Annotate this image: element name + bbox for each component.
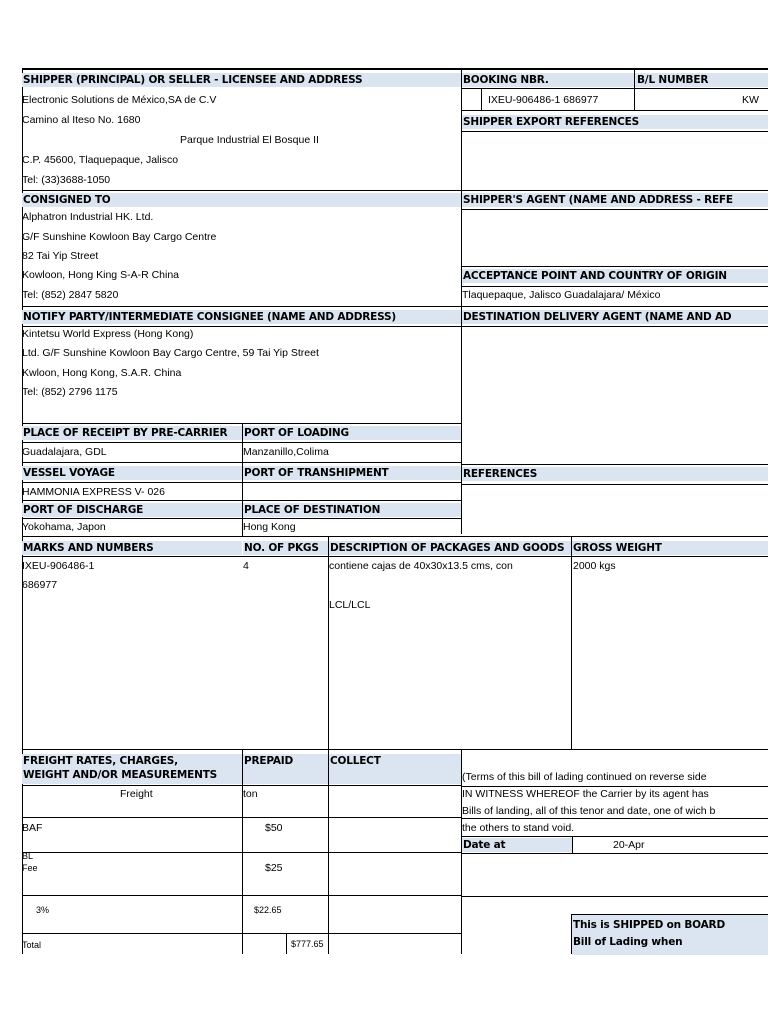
- pkgs-value: 4: [243, 560, 249, 572]
- marks-line: IXEU-906486-1: [22, 560, 95, 572]
- marks-header: MARKS AND NUMBERS: [22, 541, 242, 555]
- freight-row-prepaid: $50: [265, 822, 283, 834]
- consignee-line: G/F Sunshine Kowloon Bay Cargo Centre: [22, 231, 217, 243]
- collect-header: COLLECT: [329, 754, 461, 784]
- rule: [461, 209, 768, 210]
- notify-line: Kwloon, Hong Kong, S.A.R. China: [22, 367, 182, 379]
- port-of-discharge-header: PORT OF DISCHARGE: [22, 503, 242, 517]
- description-header: DESCRIPTION OF PACKAGES AND GOODS: [329, 541, 571, 555]
- terms-line: IN WITNESS WHEREOF the Carrier by its agent has: [462, 788, 709, 800]
- freight-total-value: $777.65: [291, 939, 324, 949]
- port-of-loading-value: Manzanillo,Colima: [243, 446, 329, 458]
- consignee-line: Kowloon, Hong King S-A-R China: [22, 269, 179, 281]
- rule: [22, 749, 768, 750]
- notify-party-header: NOTIFY PARTY/INTERMEDIATE CONSIGNEE (NAME AND ADDRESS): [22, 310, 461, 324]
- terms-line: the others to stand void.: [462, 822, 575, 834]
- notify-line: Kintetsu World Express (Hong Kong): [22, 328, 194, 340]
- freight-header: [22, 754, 242, 784]
- freight-row-label: Freight: [120, 788, 153, 800]
- freight-row-label: 3%: [36, 905, 50, 915]
- rule: [461, 818, 768, 819]
- port-of-discharge-value: Yokohama, Japon: [22, 521, 106, 533]
- bl-number-value: KW: [742, 94, 759, 106]
- freight-row-prepaid: $25: [265, 862, 283, 874]
- rule: [481, 88, 482, 110]
- marks-line: 686977: [22, 579, 58, 591]
- date-value: 20-Apr: [613, 839, 645, 851]
- terms-line: Bills of landing, all of this tenor and date, one of wich b: [462, 805, 716, 817]
- gross-weight-header: GROSS WEIGHT: [572, 541, 768, 555]
- references-header: REFERENCES: [462, 467, 768, 481]
- rule: [286, 933, 287, 954]
- rule: [461, 190, 768, 191]
- rule: [461, 131, 768, 132]
- terms-line: (Terms of this bill of lading continued on reverse side: [462, 771, 707, 783]
- freight-row-label: BAF: [22, 822, 43, 834]
- vessel-voyage-value: HAMMONIA EXPRESS V- 026: [22, 486, 165, 498]
- shipper-line: Parque Industrial El Bosque II: [180, 134, 319, 146]
- freight-header-line: FREIGHT RATES, CHARGES,: [23, 755, 178, 767]
- booking-number: IXEU-906486-1 686977: [488, 94, 599, 106]
- notify-line: Tel: (852) 2796 1175: [22, 386, 118, 398]
- port-of-loading-header: PORT OF LOADING: [243, 426, 461, 440]
- shipped-on-board-line: Bill of Lading when: [573, 936, 683, 948]
- consignee-line: Alphatron Industrial HK. Ltd.: [22, 211, 154, 223]
- rule: [571, 536, 572, 750]
- rule: [461, 110, 768, 111]
- destination-agent-header: DESTINATION DELIVERY AGENT (NAME AND AD: [462, 310, 768, 324]
- rule: [22, 482, 462, 483]
- place-of-destination-header: PLACE OF DESTINATION: [243, 503, 461, 517]
- rule: [22, 536, 768, 537]
- shipped-on-board-line: This is SHIPPED on BOARD: [573, 919, 725, 931]
- description-line: contiene cajas de 40x30x13.5 cms, con: [329, 560, 513, 572]
- shipper-line: Tel: (33)3688-1050: [22, 174, 111, 186]
- freight-row-label: Fee: [22, 863, 38, 873]
- rule: [22, 190, 462, 191]
- rule: [461, 266, 768, 267]
- prepaid-header: PREPAID: [243, 754, 328, 784]
- place-of-receipt-value: Guadalajara, GDL: [22, 446, 107, 458]
- rule: [461, 896, 768, 897]
- freight-header-line: WEIGHT AND/OR MEASUREMENTS: [23, 769, 218, 781]
- rule: [461, 786, 768, 787]
- rule: [22, 462, 462, 463]
- rule: [22, 556, 768, 557]
- booking-header: BOOKING NBR.: [462, 73, 634, 87]
- shipper-line: Electronic Solutions de México,SA de C.V: [22, 94, 217, 106]
- rule: [461, 88, 768, 89]
- place-of-destination-value: Hong Kong: [243, 521, 296, 533]
- rule: [22, 500, 462, 501]
- acceptance-point-header: ACCEPTANCE POINT AND COUNTRY OF ORIGIN: [462, 269, 768, 283]
- vessel-voyage-header: VESSEL VOYAGE: [22, 466, 242, 480]
- bl-number-header: B/L NUMBER: [635, 73, 768, 87]
- rule: [634, 88, 635, 110]
- consignee-line: Tel: (852) 2847 5820: [22, 289, 119, 301]
- rule: [572, 836, 573, 853]
- shippers-agent-header: SHIPPER'S AGENT (NAME AND ADDRESS - REFE: [462, 193, 768, 207]
- consignee-line: 82 Tai Yip Street: [22, 250, 99, 262]
- freight-total-label: Total: [22, 940, 42, 950]
- freight-row-prepaid: ton: [243, 788, 258, 800]
- port-of-transhipment-header: PORT OF TRANSHIPMENT: [243, 466, 461, 480]
- shipper-line: Camino al Iteso No. 1680: [22, 114, 141, 126]
- rule: [22, 326, 768, 327]
- date-at-label: Date at: [462, 838, 572, 852]
- rule: [22, 306, 768, 307]
- rule: [461, 464, 768, 465]
- notify-line: Ltd. G/F Sunshine Kowloon Bay Cargo Centre, 59 Tai Yip Street: [22, 347, 319, 359]
- shipper-header: SHIPPER (PRINCIPAL) OR SELLER - LICENSEE AND ADDRESS: [22, 73, 461, 87]
- shipper-export-refs-header: SHIPPER EXPORT REFERENCES: [462, 115, 768, 129]
- shipped-on-board-box: [572, 915, 768, 955]
- freight-row-prepaid: $22.65: [254, 905, 282, 915]
- rule-top: [22, 68, 768, 70]
- acceptance-point-value: Tlaquepaque, Jalisco Guadalajara/ México: [462, 289, 661, 301]
- rule: [461, 484, 768, 485]
- place-of-receipt-header: PLACE OF RECEIPT BY PRE-CARRIER: [22, 426, 242, 440]
- gross-weight-value: 2000 kgs: [573, 560, 616, 572]
- rule: [22, 518, 462, 519]
- pkgs-header: NO. OF PKGS: [243, 541, 328, 555]
- freight-row-label-top: BL: [22, 851, 34, 861]
- consigned-to-header: CONSIGNED TO: [22, 193, 461, 207]
- rule: [461, 836, 768, 837]
- description-line: LCL/LCL: [329, 599, 371, 611]
- rule: [461, 286, 768, 287]
- rule: [461, 853, 768, 854]
- shipper-line: C.P. 45600, Tlaquepaque, Jalisco: [22, 154, 179, 166]
